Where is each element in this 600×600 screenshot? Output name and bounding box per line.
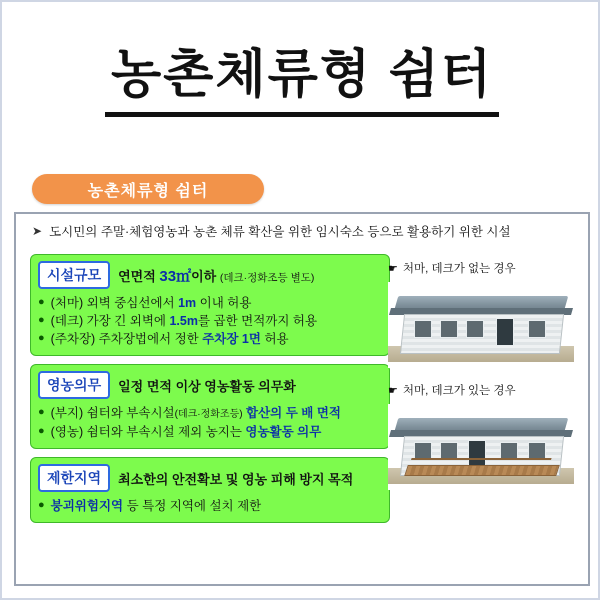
- photo-caption: [388, 382, 574, 398]
- list-item-text: (부지) 쉼터와 부속시설(데크·정화조등) 합산의 두 배 면적: [50, 406, 341, 421]
- list-item: [38, 423, 382, 441]
- list-item-text: (처마) 외벽 중심선에서 1m 이내 허용: [50, 296, 252, 310]
- intro-bullet: [32, 224, 578, 240]
- block-head: [38, 464, 382, 492]
- block-label: 시설규모: [38, 261, 110, 289]
- list-item-text: (주차장) 주차장법에서 정한 주차장 1면 허용: [50, 332, 289, 347]
- photo-group-with-deck: [388, 382, 574, 490]
- head-highlight: 33㎡: [159, 267, 192, 285]
- eye-icon: ☛: [388, 384, 398, 397]
- list-item-text: (데크) 가장 긴 외벽에 1.5m를 곱한 면적까지 허용: [50, 314, 318, 329]
- list-item: [38, 330, 382, 348]
- house-photo-with-deck: [388, 404, 574, 490]
- window: [466, 320, 484, 338]
- list-item-text: (영농) 쉼터와 부속시설 제외 농지는 영농활동 의무: [50, 424, 322, 439]
- bullet-dot-icon: ●: [38, 296, 45, 308]
- head-prefix: 연면적: [118, 268, 160, 284]
- page-title-wrap: [2, 46, 600, 117]
- block-body: [30, 254, 390, 356]
- bullet-dot-icon: ●: [38, 499, 45, 511]
- block-head-text: [118, 265, 314, 286]
- list-item: [38, 404, 382, 423]
- head-suffix: 이하: [191, 268, 220, 284]
- block-label: 영농의무: [38, 371, 110, 399]
- door: [496, 318, 514, 346]
- photo-group-no-deck: [388, 260, 574, 368]
- block-body: [30, 364, 390, 449]
- right-column: [388, 260, 574, 504]
- photo-caption: [388, 260, 574, 276]
- page-title: 농촌체류형 쉼터: [105, 46, 499, 117]
- block-head-text: 일정 면적 이상 영농활동 의무화: [118, 378, 296, 394]
- block-head-text: 최소한의 안전확보 및 영농 피해 방지 목적: [118, 471, 354, 487]
- house-photo-no-deck: [388, 282, 574, 368]
- photo-caption-text: 처마, 데크가 없는 경우: [402, 263, 516, 275]
- photo-caption-text: 처마, 데크가 있는 경우: [402, 385, 516, 397]
- list-item-text: 붕괴위험지역 등 특정 지역에 설치 제한: [50, 499, 262, 513]
- deck: [404, 465, 560, 476]
- content-panel: [14, 212, 590, 586]
- list-item: [38, 294, 382, 312]
- bullet-dot-icon: ●: [38, 424, 45, 437]
- bullet-dot-icon: ●: [38, 406, 45, 419]
- bullet-dot-icon: ●: [38, 314, 45, 327]
- bullet-dot-icon: ●: [38, 332, 45, 345]
- block-farming-duty: [30, 364, 390, 449]
- list-item: [38, 497, 382, 515]
- block-head: [38, 261, 382, 289]
- window: [414, 320, 432, 338]
- head-note: (데크·정화조등 별도): [219, 271, 315, 284]
- block-body: [30, 457, 390, 523]
- intro-text: 도시민의 주말·체험영농과 농촌 체류 확산을 위한 임시숙소 등으로 활용하기 위한 시설: [49, 225, 511, 239]
- window: [528, 320, 546, 338]
- window: [440, 320, 458, 338]
- block-head: [38, 371, 382, 399]
- left-column: [30, 254, 390, 531]
- list-item: [38, 312, 382, 330]
- arrow-right-icon: ➤: [32, 224, 43, 238]
- section-chip: 농촌체류형 쉼터: [32, 174, 264, 204]
- block-restricted-area: [30, 457, 390, 523]
- eye-icon: ☛: [388, 262, 398, 275]
- block-label: 제한지역: [38, 464, 110, 492]
- block-facility-size: [30, 254, 390, 356]
